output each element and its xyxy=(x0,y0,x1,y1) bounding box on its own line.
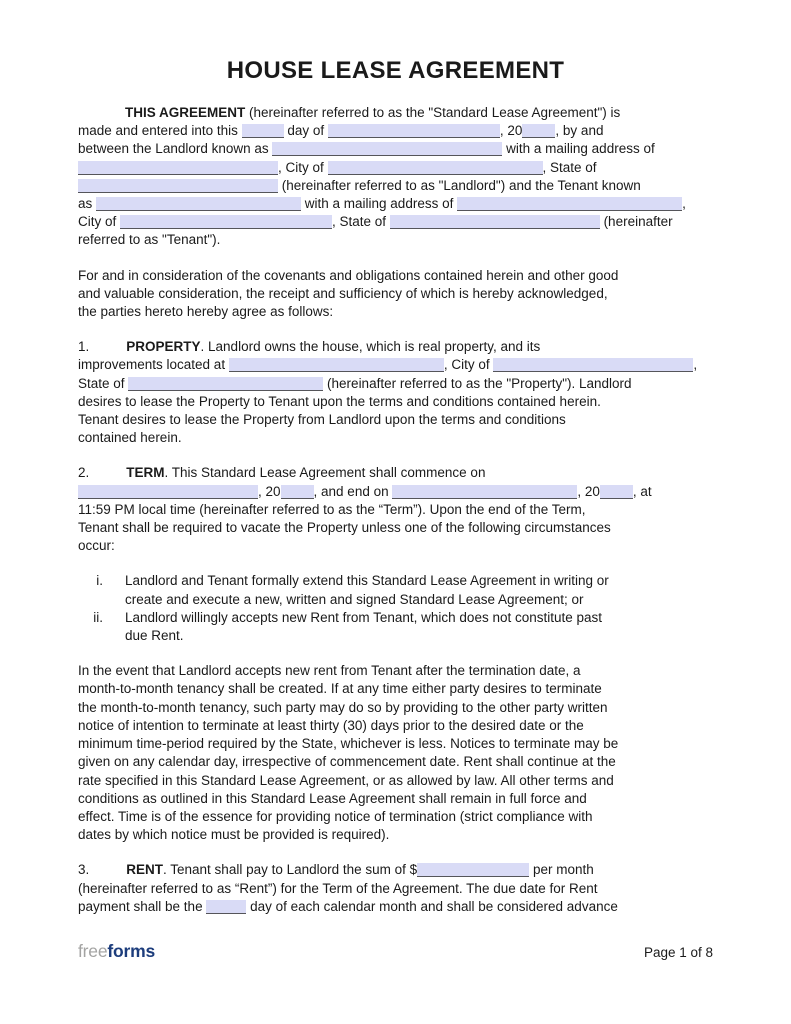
list-item-line xyxy=(78,572,713,590)
page-number-label: Page 1 of 8 xyxy=(643,945,713,960)
text-run: conditions as outlined in this Standard Lease Agreement shall remain in full force and xyxy=(78,790,587,806)
text-line xyxy=(78,662,713,680)
brand-forms-text: forms xyxy=(107,941,155,961)
blank-form-field[interactable] xyxy=(128,377,323,391)
text-run: the parties hereto hereby agree as follows: xyxy=(78,304,334,320)
freeforms-logo xyxy=(78,941,155,962)
text-run: , at xyxy=(632,483,652,499)
list-item-line xyxy=(78,627,713,645)
text-run: 1. xyxy=(78,339,90,355)
text-line xyxy=(78,898,713,916)
text-run: , xyxy=(682,196,686,212)
text-run: (hereinafter xyxy=(599,214,673,230)
term-circumstances-list xyxy=(78,572,713,645)
text-line xyxy=(78,177,713,195)
text-run: improvements located at xyxy=(78,357,229,373)
text-line xyxy=(78,140,713,158)
text-line xyxy=(78,104,713,122)
list-item-text: Landlord and Tenant formally extend this Standard Lease Agreement in writing or xyxy=(125,573,609,589)
text-line xyxy=(78,519,713,537)
text-line xyxy=(78,464,713,482)
text-run: , 20 xyxy=(258,483,281,499)
blank-form-field[interactable] xyxy=(120,215,332,229)
text-run: and valuable consideration, the receipt and sufficiency of which is hereby acknowledged, xyxy=(78,285,608,301)
list-item-marker: ii. xyxy=(93,609,103,625)
blank-form-field[interactable] xyxy=(457,197,682,211)
text-run: contained herein. xyxy=(78,430,182,446)
text-line xyxy=(78,699,713,717)
blank-form-field[interactable] xyxy=(281,485,314,499)
intro-agreement-paragraph xyxy=(78,104,713,250)
text-run: payment shall be the xyxy=(78,898,207,914)
brand-free-text: free xyxy=(78,941,108,961)
page-footer xyxy=(78,941,713,962)
text-run: occur: xyxy=(78,538,115,554)
text-run: , 20 xyxy=(577,483,600,499)
blank-form-field[interactable] xyxy=(522,124,555,138)
text-line xyxy=(78,753,713,771)
text-run: Tenant shall be required to vacate the Property unless one of the following circumstances xyxy=(78,520,611,536)
text-run: given on any calendar day, irrespective of commencement date. Rent shall continue at the xyxy=(78,754,616,770)
text-line xyxy=(78,501,713,519)
bold-text-run: RENT xyxy=(126,862,164,878)
text-run: the month-to-month tenancy, such party may do so by providing to the other party written xyxy=(78,699,608,715)
text-line xyxy=(78,483,713,501)
bold-text-run: PROPERTY xyxy=(126,339,201,355)
text-run: rate specified in this Standard Lease Agreement, or as allowed by law. All other terms and xyxy=(78,772,614,788)
text-line xyxy=(78,303,713,321)
document-title: HOUSE LEASE AGREEMENT xyxy=(226,57,565,84)
list-item-line xyxy=(78,609,713,627)
text-run: per month xyxy=(529,862,594,878)
text-line xyxy=(78,231,713,249)
text-line xyxy=(78,267,713,285)
text-run: (hereinafter referred to as the "Property"). Landlord xyxy=(323,375,632,391)
text-run: dates by which notice must be provided is required). xyxy=(78,827,390,843)
text-line xyxy=(78,772,713,790)
text-line xyxy=(78,680,713,698)
text-line xyxy=(78,790,713,808)
text-run: as xyxy=(78,196,97,212)
text-run: with a mailing address of xyxy=(502,141,655,157)
blank-form-field[interactable] xyxy=(78,485,258,499)
text-run: (hereinafter referred to as the "Standard Lease Agreement") is xyxy=(245,105,621,120)
blank-form-field[interactable] xyxy=(272,142,502,156)
text-run: between the Landlord known as xyxy=(78,141,273,157)
text-run: , and end on xyxy=(313,483,393,499)
section-1-property xyxy=(78,338,713,447)
text-run: minimum time-period required by the State, whichever is less. Notices to terminate may be xyxy=(78,736,619,752)
text-run: , by and xyxy=(555,123,604,139)
blank-form-field[interactable] xyxy=(493,358,693,372)
section-3-rent xyxy=(78,861,713,916)
text-run: . Tenant shall pay to Landlord the sum of $ xyxy=(163,862,418,878)
text-line xyxy=(78,338,713,356)
text-line xyxy=(78,735,713,753)
text-run: . This Standard Lease Agreement shall commence on xyxy=(164,465,486,481)
text-run: notice of intention to terminate at least thirty (30) days prior to the desired date or the xyxy=(78,717,584,733)
list-item-text: Landlord willingly accepts new Rent from Tenant, which does not constitute past xyxy=(125,609,603,625)
text-run: , State of xyxy=(332,214,390,230)
blank-form-field[interactable] xyxy=(78,161,278,175)
section-2-term xyxy=(78,464,713,555)
text-line xyxy=(78,285,713,303)
text-line xyxy=(78,537,713,555)
text-run: 3. xyxy=(78,862,90,878)
text-line xyxy=(78,393,713,411)
blank-form-field[interactable] xyxy=(390,215,600,229)
blank-form-field[interactable] xyxy=(392,485,577,499)
list-item-marker: i. xyxy=(96,573,103,589)
text-run: day of xyxy=(283,123,328,139)
bold-text-run: THIS AGREEMENT xyxy=(125,105,246,120)
blank-form-field[interactable] xyxy=(206,900,246,914)
text-line xyxy=(78,375,713,393)
text-line xyxy=(78,808,713,826)
text-run: effect. Time is of the essence for providing notice of termination (strict compliance with xyxy=(78,808,593,824)
text-run: , City of xyxy=(443,357,494,373)
blank-form-field[interactable] xyxy=(78,179,278,193)
text-run: , State of xyxy=(542,159,597,175)
text-run: State of xyxy=(78,375,129,391)
consideration-paragraph xyxy=(78,267,713,322)
text-line xyxy=(78,880,713,898)
text-run: , 20 xyxy=(499,123,523,139)
text-line xyxy=(78,717,713,735)
text-line xyxy=(78,826,713,844)
text-run: referred to as "Tenant"). xyxy=(78,232,221,248)
blank-form-field[interactable] xyxy=(328,161,543,175)
text-run: In the event that Landlord accepts new rent from Tenant after the termination date, a xyxy=(78,663,581,679)
list-item-text: create and execute a new, written and signed Standard Lease Agreement; or xyxy=(125,591,584,607)
text-run: with a mailing address of xyxy=(301,196,458,212)
text-run: (hereinafter referred to as “Rent”) for the Term of the Agreement. The due date for Rent xyxy=(78,880,598,896)
text-run: For and in consideration of the covenants and obligations contained herein and other good xyxy=(78,267,619,283)
blank-form-field[interactable] xyxy=(242,124,284,138)
text-run: 2. xyxy=(78,465,90,481)
text-run: . Landlord owns the house, which is real property, and its xyxy=(200,339,541,355)
text-run: City of xyxy=(78,214,121,230)
text-run: day of each calendar month and shall be considered advance xyxy=(246,898,618,914)
list-item-line xyxy=(78,591,713,609)
text-run: , City of xyxy=(278,159,328,175)
text-run: desires to lease the Property to Tenant upon the terms and conditions contained herein. xyxy=(78,393,601,409)
bold-text-run: TERM xyxy=(126,465,165,481)
text-run: made and entered into this xyxy=(78,123,242,139)
text-line xyxy=(78,429,713,447)
blank-form-field[interactable] xyxy=(600,485,633,499)
text-line xyxy=(78,195,713,213)
list-item-text: due Rent. xyxy=(125,628,184,644)
text-line xyxy=(78,213,713,231)
blank-form-field[interactable] xyxy=(328,124,500,138)
text-line xyxy=(78,122,713,140)
document-body xyxy=(78,104,713,916)
blank-form-field[interactable] xyxy=(229,358,444,372)
text-run: (hereinafter referred to as "Landlord") and the Tenant known xyxy=(278,177,641,193)
text-run: month-to-month tenancy shall be created. If at any time either party desires to terminate xyxy=(78,681,602,697)
text-line xyxy=(78,356,713,374)
text-line xyxy=(78,411,713,429)
text-run: 11:59 PM local time (hereinafter referred to as the “Term”). Upon the end of the Term, xyxy=(78,501,586,517)
blank-form-field[interactable] xyxy=(417,863,529,877)
text-run: , xyxy=(693,357,698,373)
blank-form-field[interactable] xyxy=(96,197,301,211)
text-line xyxy=(78,861,713,879)
text-line xyxy=(78,159,713,177)
text-run: Tenant desires to lease the Property from Landlord upon the terms and conditions xyxy=(78,412,566,428)
holdover-tenancy-paragraph xyxy=(78,662,713,844)
